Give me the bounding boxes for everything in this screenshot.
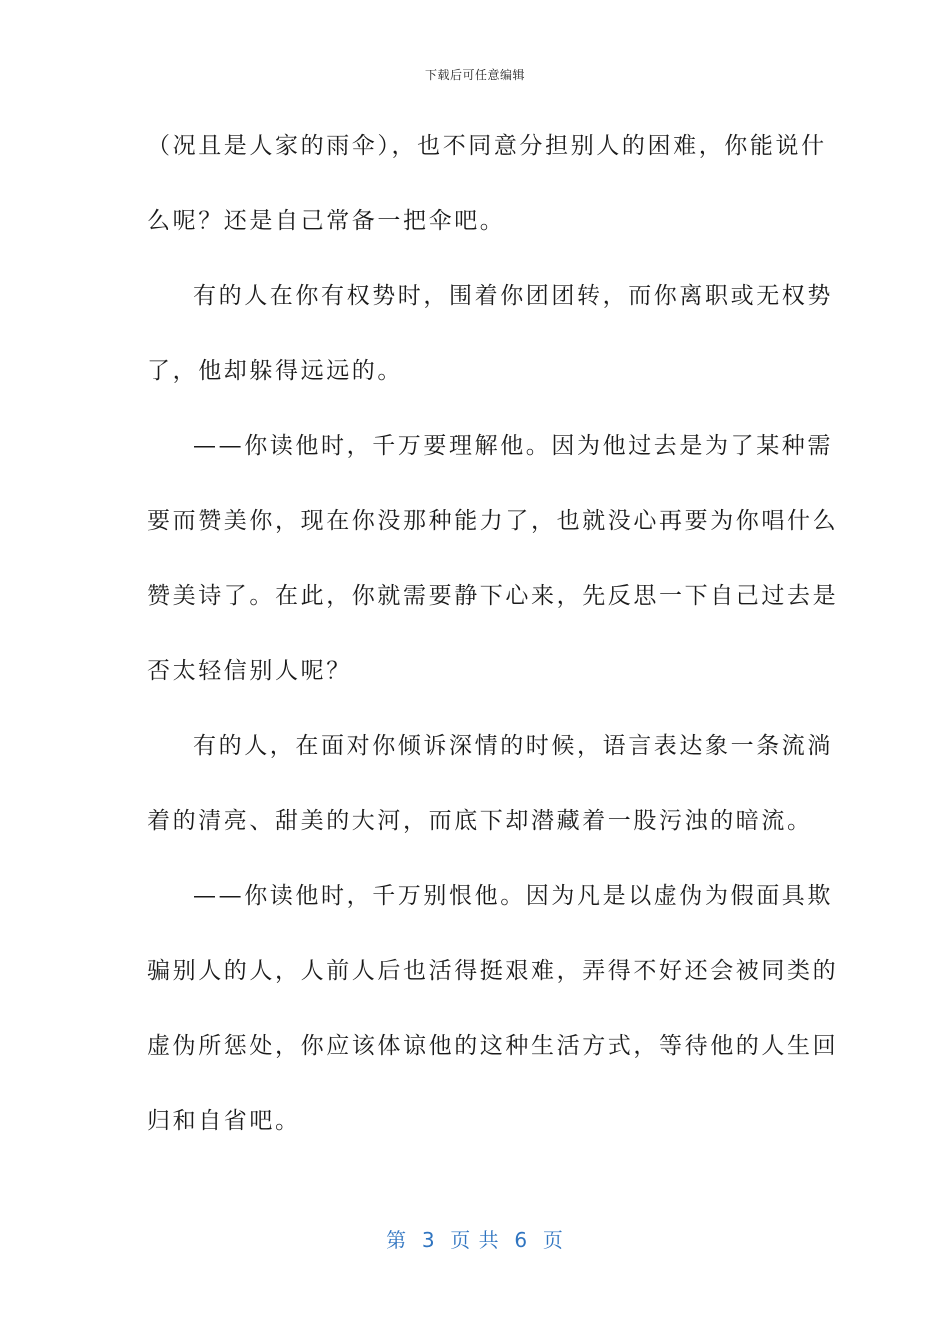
text-line: （况且是人家的雨伞），也不同意分担别人的困难，你能说什: [147, 133, 827, 159]
document-body: [147, 120, 839, 1170]
text-line: 着的清亮、甜美的大河，而底下却潜藏着一股污浊的暗流。: [147, 808, 813, 834]
text-line: 虚伪所惩处，你应该体谅他的这种生活方式，等待他的人生回: [147, 1033, 839, 1059]
paragraph-start-line: ——你读他时，千万别恨他。因为凡是以虚伪为假面具欺: [193, 883, 833, 909]
text-line: 归和自省吧。: [147, 1108, 301, 1134]
text-line: 了，他却躲得远远的。: [147, 358, 403, 384]
text-line: 骗别人的人，人前人后也活得挺艰难，弄得不好还会被同类的: [147, 958, 839, 984]
paragraph-start-line: 有的人，在面对你倾诉深情的时候，语言表达象一条流淌: [193, 733, 833, 759]
text-line: 赞美诗了。在此，你就需要静下心来，先反思一下自己过去是: [147, 583, 839, 609]
text-line: 么呢？还是自己常备一把伞吧。: [147, 208, 506, 234]
text-line: 否太轻信别人呢？: [147, 658, 352, 684]
paragraph-start-line: ——你读他时，千万要理解他。因为他过去是为了某种需: [193, 433, 833, 459]
page-number-footer: 第 3 页 共 6 页: [386, 1228, 564, 1252]
paragraph-start-line: 有的人在你有权势时，围着你团团转，而你离职或无权势: [193, 283, 833, 309]
page-header-note: 下载后可任意编辑: [424, 68, 525, 82]
text-line: 要而赞美你，现在你没那种能力了，也就没心再要为你唱什么: [147, 508, 839, 534]
